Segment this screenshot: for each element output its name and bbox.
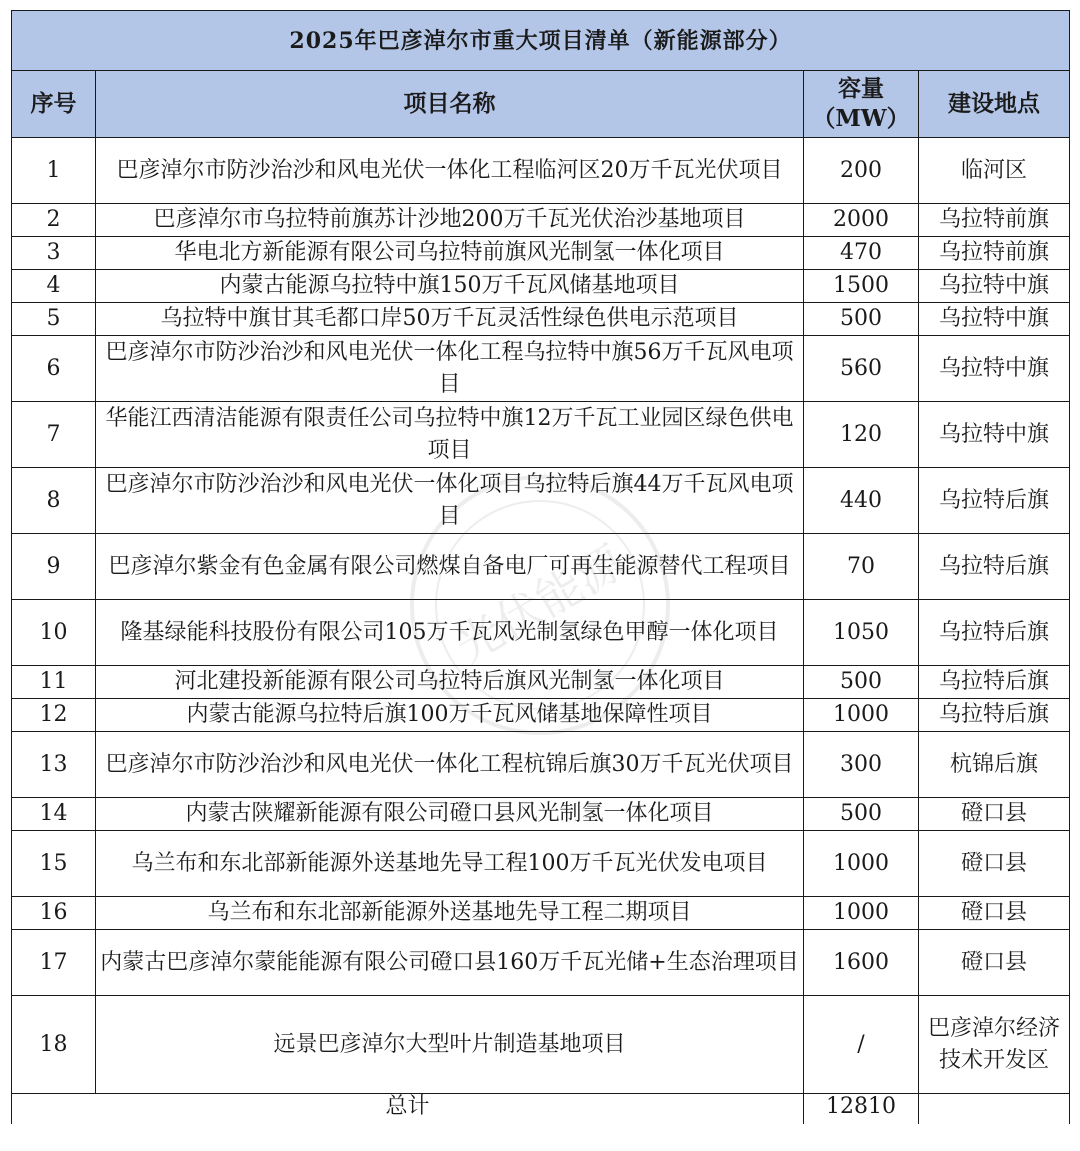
header-capacity-line1: 容量	[838, 75, 884, 102]
cell-seq: 6	[12, 336, 96, 402]
cell-name: 远景巴彦淖尔大型叶片制造基地项目	[96, 996, 804, 1094]
table-row	[12, 798, 1070, 831]
cell-seq: 5	[12, 303, 96, 336]
cell-location: 乌拉特中旗	[919, 303, 1070, 336]
table-row	[12, 204, 1070, 237]
cell-name: 华电北方新能源有限公司乌拉特前旗风光制氢一体化项目	[96, 237, 804, 270]
table-row	[12, 699, 1070, 732]
cell-location: 乌拉特中旗	[919, 336, 1070, 402]
table-row	[12, 831, 1070, 897]
header-seq: 序号	[12, 71, 96, 138]
cell-capacity: 1500	[804, 270, 919, 303]
cell-name: 内蒙古陕耀新能源有限公司磴口县风光制氢一体化项目	[96, 798, 804, 831]
table-row	[12, 402, 1070, 468]
total-capacity: 12810	[804, 1094, 919, 1124]
cell-capacity: 500	[804, 798, 919, 831]
cell-name: 巴彦淖尔市防沙治沙和风电光伏一体化工程临河区20万千瓦光伏项目	[96, 138, 804, 204]
cell-seq: 9	[12, 534, 96, 600]
cell-name: 河北建投新能源有限公司乌拉特后旗风光制氢一体化项目	[96, 666, 804, 699]
cell-capacity: 1000	[804, 831, 919, 897]
cell-seq: 1	[12, 138, 96, 204]
cell-seq: 4	[12, 270, 96, 303]
cell-capacity: 120	[804, 402, 919, 468]
total-row	[12, 1094, 1070, 1124]
header-location: 建设地点	[919, 71, 1070, 138]
table-row	[12, 930, 1070, 996]
table-row	[12, 138, 1070, 204]
header-row	[12, 71, 1070, 138]
cell-capacity: 500	[804, 666, 919, 699]
cell-capacity: 300	[804, 732, 919, 798]
cell-seq: 16	[12, 897, 96, 930]
cell-location: 乌拉特后旗	[919, 534, 1070, 600]
cell-name: 内蒙古巴彦淖尔蒙能能源有限公司磴口县160万千瓦光储+生态治理项目	[96, 930, 804, 996]
cell-seq: 10	[12, 600, 96, 666]
cell-seq: 13	[12, 732, 96, 798]
project-table	[11, 10, 1070, 1124]
header-name: 项目名称	[96, 71, 804, 138]
cell-name: 内蒙古能源乌拉特后旗100万千瓦风储基地保障性项目	[96, 699, 804, 732]
cell-name: 巴彦淖尔市防沙治沙和风电光伏一体化项目乌拉特后旗44万千瓦风电项目	[96, 468, 804, 534]
project-list-sheet	[11, 10, 1069, 1124]
cell-name: 巴彦淖尔紫金有色金属有限公司燃煤自备电厂可再生能源替代工程项目	[96, 534, 804, 600]
cell-location: 杭锦后旗	[919, 732, 1070, 798]
table-row	[12, 600, 1070, 666]
cell-capacity: 560	[804, 336, 919, 402]
cell-seq: 17	[12, 930, 96, 996]
cell-name: 乌兰布和东北部新能源外送基地先导工程100万千瓦光伏发电项目	[96, 831, 804, 897]
cell-capacity: 1050	[804, 600, 919, 666]
cell-name: 华能江西清洁能源有限责任公司乌拉特中旗12万千瓦工业园区绿色供电项目	[96, 402, 804, 468]
table-row	[12, 468, 1070, 534]
table-row	[12, 732, 1070, 798]
table-row	[12, 666, 1070, 699]
cell-location: 磴口县	[919, 930, 1070, 996]
table-row	[12, 303, 1070, 336]
cell-capacity: 2000	[804, 204, 919, 237]
cell-location: 磴口县	[919, 831, 1070, 897]
cell-capacity: 1000	[804, 699, 919, 732]
cell-capacity: 500	[804, 303, 919, 336]
cell-seq: 7	[12, 402, 96, 468]
cell-location: 乌拉特后旗	[919, 699, 1070, 732]
cell-seq: 12	[12, 699, 96, 732]
cell-location: 巴彦淖尔经济技术开发区	[919, 996, 1070, 1094]
cell-location: 乌拉特后旗	[919, 666, 1070, 699]
cell-location: 磴口县	[919, 897, 1070, 930]
cell-capacity: /	[804, 996, 919, 1094]
table-row	[12, 996, 1070, 1094]
cell-seq: 14	[12, 798, 96, 831]
cell-location: 乌拉特后旗	[919, 600, 1070, 666]
cell-location: 乌拉特前旗	[919, 204, 1070, 237]
cell-name: 巴彦淖尔市防沙治沙和风电光伏一体化工程杭锦后旗30万千瓦光伏项目	[96, 732, 804, 798]
cell-seq: 15	[12, 831, 96, 897]
table-row	[12, 534, 1070, 600]
header-capacity	[804, 71, 919, 138]
cell-name: 巴彦淖尔市乌拉特前旗苏计沙地200万千瓦光伏治沙基地项目	[96, 204, 804, 237]
cell-seq: 18	[12, 996, 96, 1094]
cell-name: 内蒙古能源乌拉特中旗150万千瓦风储基地项目	[96, 270, 804, 303]
cell-location: 乌拉特前旗	[919, 237, 1070, 270]
cell-capacity: 200	[804, 138, 919, 204]
total-location-empty	[919, 1094, 1070, 1124]
cell-location: 乌拉特中旗	[919, 270, 1070, 303]
table-body	[12, 138, 1070, 1124]
cell-name: 乌拉特中旗甘其毛都口岸50万千瓦灵活性绿色供电示范项目	[96, 303, 804, 336]
table-row	[12, 270, 1070, 303]
cell-name: 隆基绿能科技股份有限公司105万千瓦风光制氢绿色甲醇一体化项目	[96, 600, 804, 666]
header-capacity-line2: （MW）	[812, 105, 910, 132]
cell-location: 临河区	[919, 138, 1070, 204]
total-label: 总计	[12, 1094, 804, 1124]
cell-location: 乌拉特中旗	[919, 402, 1070, 468]
cell-name: 巴彦淖尔市防沙治沙和风电光伏一体化工程乌拉特中旗56万千瓦风电项目	[96, 336, 804, 402]
cell-name: 乌兰布和东北部新能源外送基地先导工程二期项目	[96, 897, 804, 930]
cell-capacity: 440	[804, 468, 919, 534]
table-row	[12, 897, 1070, 930]
cell-capacity: 70	[804, 534, 919, 600]
cell-seq: 11	[12, 666, 96, 699]
cell-capacity: 1600	[804, 930, 919, 996]
cell-capacity: 470	[804, 237, 919, 270]
cell-seq: 3	[12, 237, 96, 270]
cell-seq: 8	[12, 468, 96, 534]
table-row	[12, 336, 1070, 402]
cell-capacity: 1000	[804, 897, 919, 930]
cell-location: 磴口县	[919, 798, 1070, 831]
cell-location: 乌拉特后旗	[919, 468, 1070, 534]
watermark-text: 光伏能源	[446, 534, 633, 674]
table-title: 2025年巴彦淖尔市重大项目清单（新能源部分）	[12, 11, 1070, 71]
cell-seq: 2	[12, 204, 96, 237]
table-row	[12, 237, 1070, 270]
